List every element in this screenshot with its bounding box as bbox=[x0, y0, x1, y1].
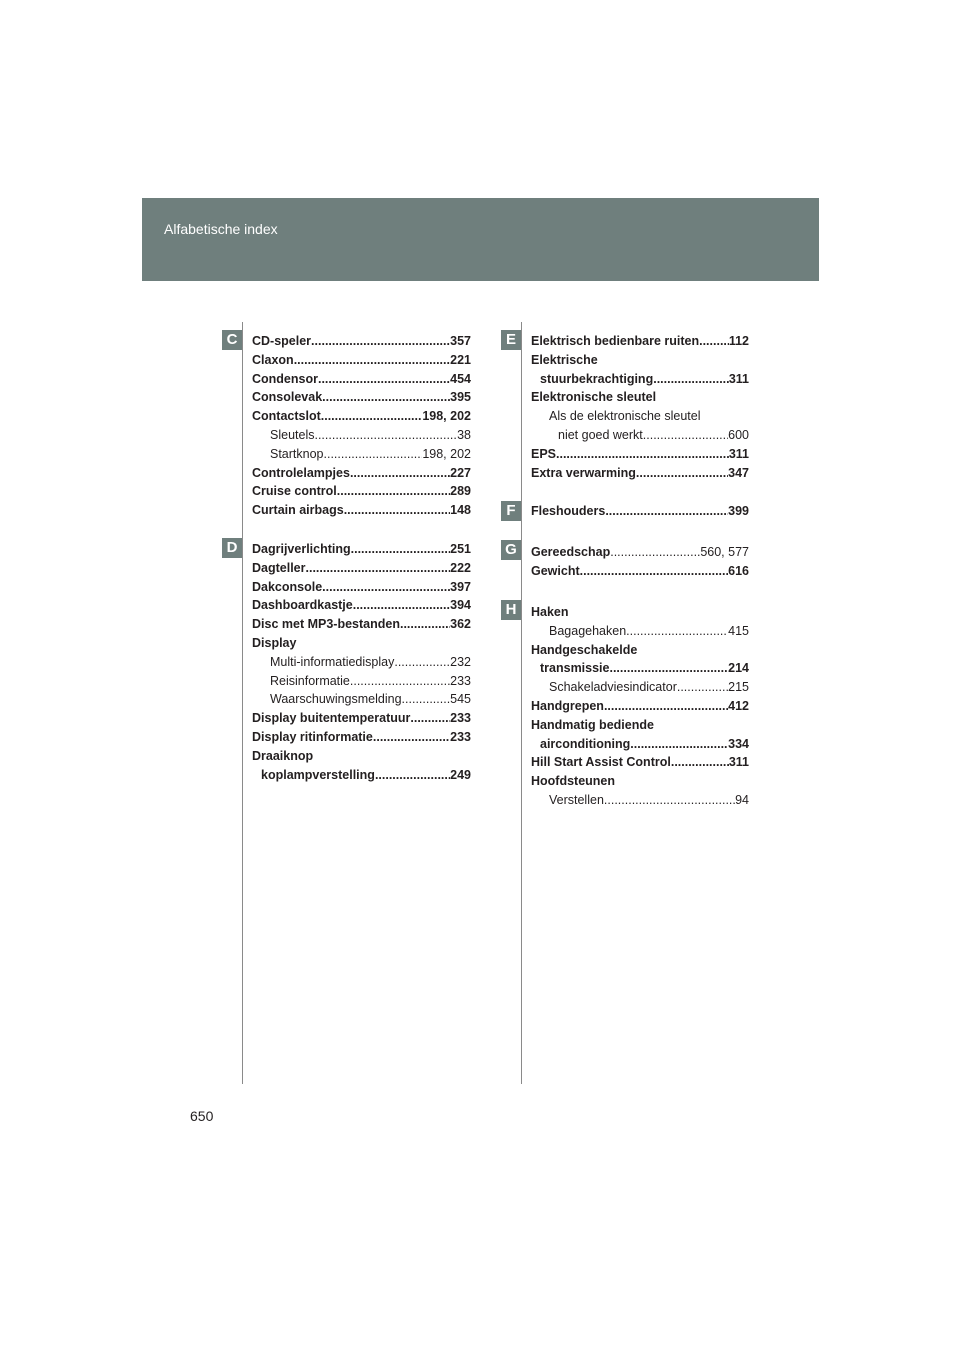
section-letter-d: D bbox=[222, 538, 242, 558]
index-heading: Handgeschakelde bbox=[531, 642, 638, 657]
section-letter-f: F bbox=[501, 501, 521, 521]
index-subentry: Schakeladviesindicator ..... 215 bbox=[531, 678, 749, 697]
page-title: Alfabetische index bbox=[164, 221, 278, 237]
index-section-c bbox=[252, 332, 471, 520]
index-entry: CD-speler ..... 357 bbox=[252, 332, 471, 351]
index-heading: Haken bbox=[531, 605, 569, 619]
index-subentry: Startknop ..... 198, 202 bbox=[252, 445, 471, 464]
index-entry: Contactslot ..... 198, 202 bbox=[252, 407, 471, 426]
index-subentry: Multi-informatiedisplay ..... 232 bbox=[252, 653, 471, 672]
index-entry: Cruise control ..... 289 bbox=[252, 482, 471, 501]
index-subentry-heading: Als de elektronische sleutel bbox=[549, 409, 701, 424]
index-entry: Disc met MP3-bestanden ..... 362 bbox=[252, 615, 471, 634]
index-entry: Display ritinformatie ..... 233 bbox=[252, 728, 471, 747]
index-entry: Dagrijverlichting ..... 251 bbox=[252, 540, 471, 559]
index-entry-continued: stuurbekrachtiging ..... 311 bbox=[531, 370, 749, 389]
page-number: 650 bbox=[190, 1108, 214, 1124]
index-entry: Extra verwarming ..... 347 bbox=[531, 464, 749, 483]
section-letter-c: C bbox=[222, 330, 242, 350]
index-heading: Display bbox=[252, 635, 297, 650]
index-entry-continued: koplampverstelling ..... 249 bbox=[252, 766, 471, 785]
index-entry: Hill Start Assist Control ..... 311 bbox=[531, 753, 749, 772]
index-entry: Claxon ..... 221 bbox=[252, 351, 471, 370]
column-divider-right bbox=[521, 322, 522, 1084]
column-divider-left bbox=[242, 322, 243, 1084]
index-entry: Dagteller ..... 222 bbox=[252, 559, 471, 578]
section-letter-g: G bbox=[501, 540, 521, 560]
index-section-d bbox=[252, 540, 471, 784]
index-section-f bbox=[531, 502, 749, 521]
index-section-g bbox=[531, 543, 749, 581]
section-letter-h: H bbox=[501, 600, 521, 620]
index-heading: Draaiknop bbox=[252, 748, 314, 763]
index-entry-continued: airconditioning ..... 334 bbox=[531, 735, 749, 754]
index-heading: Handmatig bediende bbox=[531, 717, 654, 732]
index-entry: Condensor ..... 454 bbox=[252, 370, 471, 389]
index-subentry: Waarschuwingsmelding ..... 545 bbox=[252, 690, 471, 709]
index-entry: Display buitentemperatuur ..... 233 bbox=[252, 709, 471, 728]
index-heading: Elektronische sleutel bbox=[531, 390, 657, 405]
index-entry: Elektrisch bedienbare ruiten ..... 112 bbox=[531, 332, 749, 351]
index-entry: Consolevak ..... 395 bbox=[252, 388, 471, 407]
header-bar bbox=[142, 198, 819, 281]
index-entry: Curtain airbags ..... 148 bbox=[252, 501, 471, 520]
index-entry: Dashboardkastje ..... 394 bbox=[252, 596, 471, 615]
index-entry: Gereedschap ..... 560, 577 bbox=[531, 543, 749, 562]
index-entry: Fleshouders ..... 399 bbox=[531, 502, 749, 521]
index-entry: Controlelampjes ..... 227 bbox=[252, 464, 471, 483]
index-subentry: Bagagehaken ..... 415 bbox=[531, 622, 749, 641]
index-section-h bbox=[531, 603, 749, 810]
index-subentry: Verstellen ..... 94 bbox=[531, 791, 749, 810]
index-heading: Hoofdsteunen bbox=[531, 774, 616, 789]
index-subentry: Sleutels ..... 38 bbox=[252, 426, 471, 445]
index-entry: EPS ..... 311 bbox=[531, 445, 749, 464]
index-entry: Gewicht ..... 616 bbox=[531, 562, 749, 581]
index-entry: Handgrepen ..... 412 bbox=[531, 697, 749, 716]
index-subentry: Reisinformatie ..... 233 bbox=[252, 672, 471, 691]
index-subentry-continued: niet goed werkt ..... 600 bbox=[531, 426, 749, 445]
index-entry-continued: transmissie ..... 214 bbox=[531, 659, 749, 678]
index-section-e bbox=[531, 332, 749, 482]
index-entry: Dakconsole ..... 397 bbox=[252, 578, 471, 597]
section-letter-e: E bbox=[501, 330, 521, 350]
index-heading: Elektrische bbox=[531, 352, 598, 367]
